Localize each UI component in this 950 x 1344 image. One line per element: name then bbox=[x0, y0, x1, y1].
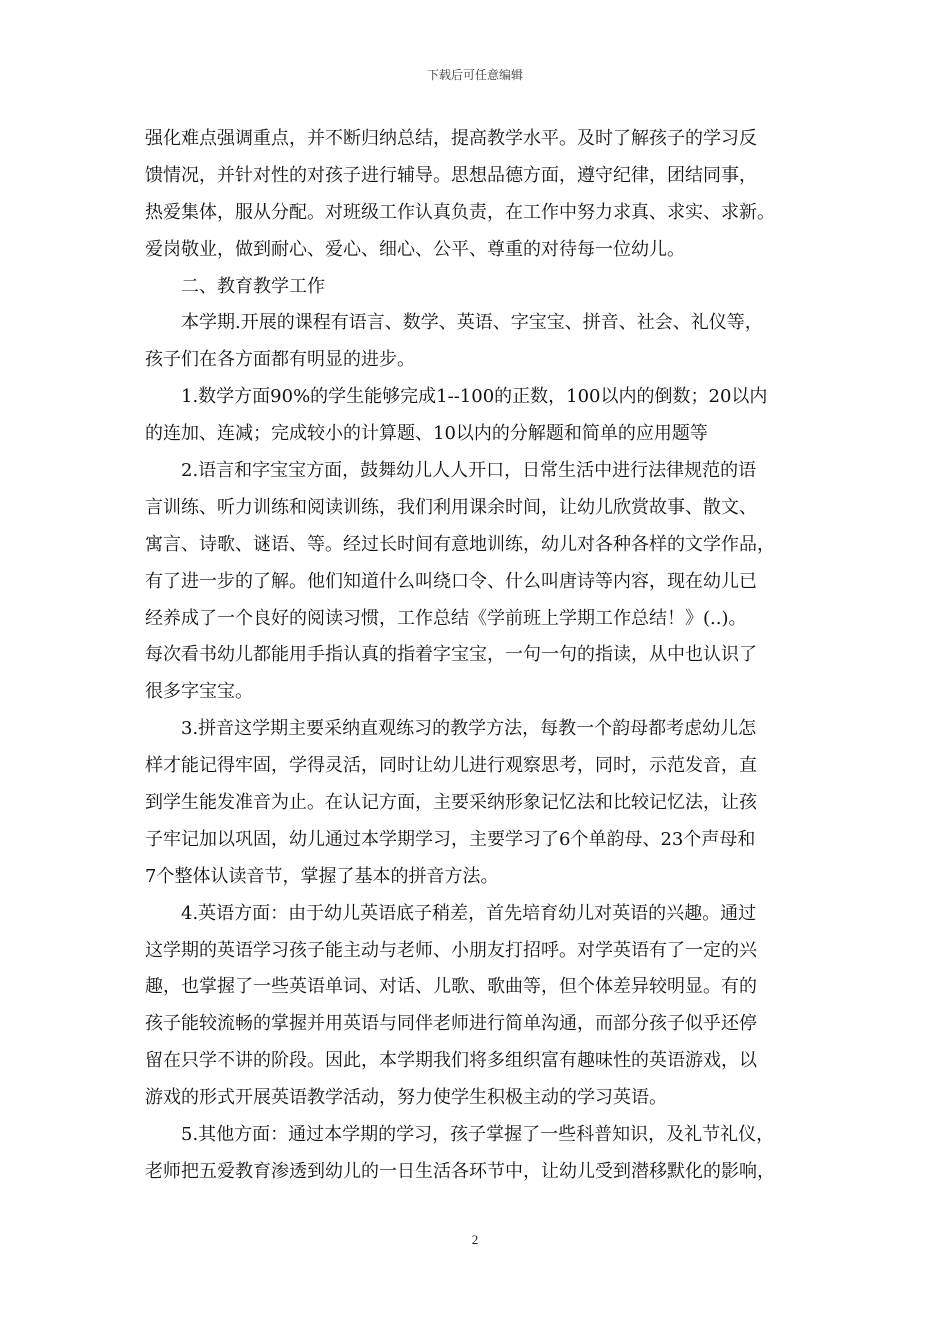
paragraph-line: 有了进一步的了解。他们知道什么叫绕口令、什么叫唐诗等内容，现在幼儿已 bbox=[145, 570, 757, 592]
paragraph-first-line: 4.英语方面：由于幼儿英语底子稍差，首先培育幼儿对英语的兴趣。通过 bbox=[181, 902, 757, 924]
paragraph-line: 每次看书幼儿都能用手指认真的指着字宝宝，一句一句的指读，从中也认识了 bbox=[145, 644, 757, 666]
paragraph-line: 经养成了一个良好的阅读习惯，工作总结《学前班上学期工作总结！》(..)。 bbox=[145, 607, 747, 629]
paragraph-first-line: 2.语言和字宝宝方面，鼓舞幼儿人人开口，日常生活中进行法律规范的语 bbox=[181, 460, 757, 482]
paragraph-first-line: 3.拼音这学期主要采纳直观练习的教学方法，每教一个韵母都考虑幼儿怎 bbox=[181, 718, 757, 740]
paragraph-line: 馈情况，并针对性的对孩子进行辅导。思想品德方面，遵守纪律，团结同事， bbox=[145, 164, 757, 186]
page-header: 下载后可任意编辑 bbox=[426, 68, 523, 82]
paragraph-line: 这学期的英语学习孩子能主动与老师、小朋友打招呼。对学英语有了一定的兴 bbox=[145, 939, 757, 961]
document-body bbox=[145, 121, 817, 1191]
paragraph-line: 的连加、连减；完成较小的计算题、10以内的分解题和简单的应用题等 bbox=[145, 423, 708, 445]
paragraph-line: 子牢记加以巩固，幼儿通过本学期学习，主要学习了6个单韵母、23个声母和 bbox=[145, 828, 756, 850]
paragraph-line: 爱岗敬业，做到耐心、爱心、细心、公平、尊重的对待每一位幼儿。 bbox=[145, 238, 685, 260]
paragraph-line: 趣，也掌握了一些英语单词、对话、儿歌、歌曲等，但个体差异较明显。有的 bbox=[145, 976, 757, 998]
paragraph-line: 到学生能发准音为止。在认记方面，主要采纳形象记忆法和比较记忆法，让孩 bbox=[145, 792, 757, 814]
paragraph-line: 孩子们在各方面都有明显的进步。 bbox=[145, 349, 415, 371]
paragraph-line: 寓言、诗歌、谜语、等。经过长时间有意地训练，幼儿对各种各样的文学作品， bbox=[145, 533, 775, 555]
paragraph-first-line: 5.其他方面：通过本学期的学习，孩子掌握了一些科普知识，及礼节礼仪， bbox=[181, 1124, 775, 1146]
paragraph-line: 样才能记得牢固，学得灵活，同时让幼儿进行观察思考，同时，示范发音，直 bbox=[145, 755, 757, 777]
paragraph-first-line: 二、教育教学工作 bbox=[181, 275, 325, 297]
paragraph-line: 强化难点强调重点，并不断归纳总结，提高教学水平。及时了解孩子的学习反 bbox=[145, 128, 757, 149]
paragraph-line: 留在只学不讲的阶段。因此，本学期我们将多组织富有趣味性的英语游戏，以 bbox=[145, 1050, 757, 1072]
paragraph-line: 7个整体认读音节，掌握了基本的拼音方法。 bbox=[145, 865, 499, 887]
paragraph-line: 游戏的形式开展英语教学活动，努力使学生积极主动的学习英语。 bbox=[145, 1087, 667, 1109]
paragraph-line: 言训练、听力训练和阅读训练，我们利用课余时间，让幼儿欣赏故事、散文、 bbox=[145, 496, 757, 518]
paragraph-line: 老师把五爱教育渗透到幼儿的一日生活各环节中，让幼儿受到潜移默化的影响， bbox=[145, 1160, 775, 1182]
paragraph-line: 很多字宝宝。 bbox=[145, 681, 253, 703]
page-number: 2 bbox=[471, 1232, 479, 1247]
paragraph-first-line: 本学期.开展的课程有语言、数学、英语、字宝宝、拼音、社会、礼仪等， bbox=[181, 312, 763, 334]
paragraph-first-line: 1.数学方面90%的学生能够完成1--100的正数，100以内的倒数；20以内 bbox=[181, 386, 768, 408]
paragraph-line: 热爱集体，服从分配。对班级工作认真负责，在工作中努力求真、求实、求新。 bbox=[145, 201, 775, 223]
paragraph-line: 孩子能较流畅的掌握并用英语与同伴老师进行简单沟通，而部分孩子似乎还停 bbox=[145, 1013, 757, 1035]
